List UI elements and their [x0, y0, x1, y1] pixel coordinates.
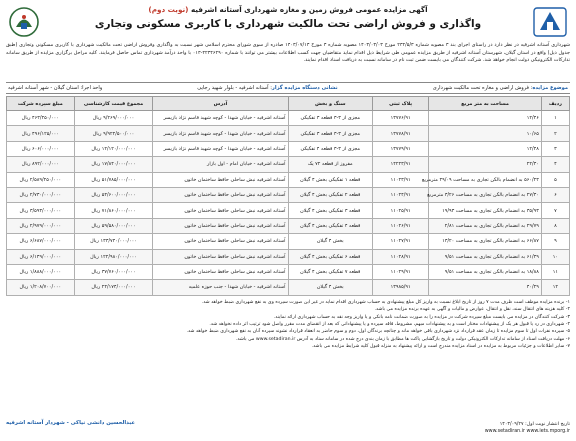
- subject-block: موضوع مزایده: فروش اراضی و مغازه تحت مالکیت شهرداری: [432, 85, 568, 91]
- signature-block: [6, 419, 135, 427]
- table-row: [7, 249, 570, 264]
- cell-area: ۱۰/۶۵: [429, 126, 542, 141]
- cell-row-number: ۱۲: [541, 280, 569, 295]
- cell-appraisal: ۱۳۳/۷۴۰/۰۰۰/۰۰۰ ریال: [74, 234, 153, 249]
- cell-area: ۲۷/۳۰ به انضمام بالکن تجاری به مساحت ۳/۲۶ مترمربع: [429, 187, 542, 202]
- cell-section: قطعه ۱ تفکیکی بخش ۴ گیلان: [288, 172, 372, 187]
- col-header-plate: پلاک ثبتی: [372, 97, 428, 111]
- cell-area: ۶۶/۸۷ به انضمام بالکن تجاری به مساحت ۱۳/۲۰: [429, 234, 542, 249]
- cell-address: آستانه اشرفیه نبش ساحلی حافظ ساختمان خاتون: [153, 249, 288, 264]
- table-row: [7, 280, 570, 295]
- cell-deposit: ۱/۲۰۸/۷۰۰/۰۰۰ ریال: [7, 280, 75, 295]
- cell-area: ۱۲/۴۸: [429, 141, 542, 156]
- note-item: ۴- شهرداری در رد یا قبول هر یک از پیشنهادات مختار است و به پیشنهادات مبهم، مشروط، فاقد سپرده و یا پیشنهاداتی که بعد از انقضای مدت مقرر واصل شود ترتیب اثر داده نخواهد شد.: [209, 321, 570, 327]
- cell-section: بخش ۴ گیلان: [288, 234, 372, 249]
- note-item: ۱- برنده مزایده موظف است ظرف مدت ۷ روز از تاریخ ابلاغ نسبت به واریز کل مبلغ پیشنهادی به حساب شهرداری اقدام نماید در غیر این صورت سپرده وی به نفع شهرداری ضبط خواهد شد.: [201, 299, 570, 305]
- cell-row-number: ۴: [541, 157, 569, 172]
- cell-appraisal: ۵۴/۶۰۰/۰۰۰/۰۰۰ ریال: [74, 187, 153, 202]
- notice-round-tag: (نوبت دوم): [148, 5, 189, 14]
- table-row: [7, 141, 570, 156]
- cell-area: ۱۸/۸۸ به انضمام بالکن تجاری به مساحت ۹/۵۱: [429, 264, 542, 279]
- cell-deposit: ۱/۸۸۸/۰۰۰/۰۰۰ ریال: [7, 264, 75, 279]
- cell-address: آستانه اشرفیه نبش ساحلی حافظ ساختمان خاتون: [153, 234, 288, 249]
- col-header-deposit: مبلغ سپرده شرکت: [7, 97, 75, 111]
- cell-appraisal: ۳۷/۷۶۰/۰۰۰/۰۰۰ ریال: [74, 264, 153, 279]
- cell-row-number: ۳: [541, 141, 569, 156]
- info-bar: [6, 82, 570, 94]
- col-header-section: سنگ و بخش: [288, 97, 372, 111]
- col-header-address: آدرس: [153, 97, 288, 111]
- signer-name: عبدالحسین دانشی نیاکی - شهردار آستانه اشرفیه: [6, 420, 136, 426]
- location-block: نشانی دستگاه مزایده گزار: آستانه اشرفیه - بلوار شهید رجایی: [197, 85, 338, 91]
- table-row: [7, 157, 570, 172]
- cell-plate: ۱۳۷۷۶/۹۱: [372, 111, 428, 126]
- cell-deposit: ۳/۵۹۳/۰۰۰/۰۰۰ ریال: [7, 203, 75, 218]
- note-item: ۲- کلیه هزینه های انتقال سند، نقل و انتقال، عوارض و مالیات و آگهی به عهده برنده مزایده می باشد.: [374, 307, 570, 313]
- cell-section: مفروز از قطعه ۷۲ یک: [288, 157, 372, 172]
- cell-appraisal: ۹/۲۶۹/۰۰۰/۰۰۰ ریال: [74, 111, 153, 126]
- cell-section: قطعه ۳ تفکیکی بخش ۴ گیلان: [288, 203, 372, 218]
- cell-section: قطعه ۲ تفکیکی بخش ۴ گیلان: [288, 187, 372, 202]
- table-row: [7, 111, 570, 126]
- note-item: ۵- سپرده نفرات اول تا سوم مزایده تا زمان عقد قرارداد نزد شهرداری باقی خواهد ماند و چنانچه برندگان اول، دوم و سوم حاضر به انعقاد قرارداد نشوند سپرده آنان به نفع شهرداری ضبط خواهد شد.: [186, 329, 570, 335]
- cell-plate: ۱۳۷۷۸/۹۱: [372, 126, 428, 141]
- cell-plate: ۱۴۲۲۳/۹۱: [372, 157, 428, 172]
- cell-plate: ۱۳۷۷۹/۹۱: [372, 141, 428, 156]
- cell-deposit: ۸۹۲/۰۰۰/۰۰۰ ریال: [7, 157, 75, 172]
- table-row: [7, 187, 570, 202]
- table-header-row: [7, 97, 570, 111]
- contact-block: [485, 421, 570, 435]
- table-row: [7, 234, 570, 249]
- cell-area: ۱۲/۴۶: [429, 111, 542, 126]
- cell-appraisal: ۵۹/۵۸۰/۰۰۰/۰۰۰ ریال: [74, 218, 153, 233]
- cell-deposit: ۲/۵۸۹/۲۵۰/۰۰۰ ریال: [7, 172, 75, 187]
- subject-label: موضوع مزایده: [532, 85, 568, 91]
- cell-plate: ۱۱۰۲۴/۹۱: [372, 187, 428, 202]
- cell-address: آستانه اشرفیه نبش ساحلی حافظ ساختمان خاتون: [153, 218, 288, 233]
- location-label: نشانی دستگاه مزایده گزار: [271, 85, 338, 91]
- cell-row-number: ۲: [541, 126, 569, 141]
- cell-deposit: ۲/۹۷۹/۰۰۰/۰۰۰ ریال: [7, 218, 75, 233]
- property-table: [6, 96, 570, 296]
- publish-date: تاریخ انتشار نوبت اول: ۱۴۰۳/۰۹/۲۷: [499, 422, 570, 427]
- subject-value: فروش اراضی و مغازه تحت مالکیت شهرداری: [432, 85, 529, 91]
- cell-row-number: ۸: [541, 218, 569, 233]
- cell-deposit: ۶/۱۴۹/۰۰۰/۰۰۰ ریال: [7, 249, 75, 264]
- cell-row-number: ۱۰: [541, 249, 569, 264]
- municipality-emblem-icon: [8, 6, 40, 38]
- note-item: ۳- شرکت کنندگان در مزایده می بایست مبلغ سپرده شرکت در مزایده را به صورت ضمانت نامه بانکی و یا واریز وجه نقد به حساب شهرداری ارائه نمایند.: [273, 314, 570, 320]
- table-row: [7, 264, 570, 279]
- cell-address: آستانه اشرفیه نبش ساحلی حافظ ساختمان خاتون: [153, 172, 288, 187]
- cell-section: قطعه ۶ تفکیکی بخش ۴ گیلان: [288, 249, 372, 264]
- cell-row-number: ۷: [541, 203, 569, 218]
- cell-address: آستانه اشرفیه نبش ساحلی حافظ ساختمان خاتون: [153, 203, 288, 218]
- cell-address: آستانه اشرفیه - خیابان شهدا - کوچه شهید قاسم نژاد بازیسر: [153, 111, 288, 126]
- cell-address: آستانه اشرفیه نبش ساحلی حافظ ساختمان خاتون: [153, 264, 288, 279]
- cell-address: آستانه اشرفیه - خیابان شهدا - کوچه شهید قاسم نژاد بازیسر: [153, 141, 288, 156]
- cell-deposit: ۶۰۶/۰۰۰/۰۰۰ ریال: [7, 141, 75, 156]
- org-label: واحد اجرا: استان گیلان - شهر آستانه اشرفیه: [8, 85, 103, 91]
- cell-appraisal: ۵۱/۷۸۵/۰۰۰/۰۰۰ ریال: [74, 172, 153, 187]
- col-header-area: مساحت به متر مربع: [429, 97, 542, 111]
- notice-title: آگهی مزایده عمومی فروش زمین و مغازه شهرداری آستانه اشرفیه: [190, 5, 428, 14]
- cell-row-number: ۱۱: [541, 264, 569, 279]
- cell-appraisal: ۱۲۲/۹۸۰/۰۰۰/۰۰۰ ریال: [74, 249, 153, 264]
- cell-deposit: ۴۹۶/۱۲۵/۰۰۰ ریال: [7, 126, 75, 141]
- cell-address: آستانه اشرفیه - خیابان شهدا - کوچه شهید قاسم نژاد بازیسر: [153, 126, 288, 141]
- cell-plate: ۱۱۰۲۳/۹۱: [372, 172, 428, 187]
- col-header-row-number: ردیف: [541, 97, 569, 111]
- table-row: [7, 126, 570, 141]
- cell-area: ۵۶۰/۲۳ به انضمام بالکن تجاری به مساحت ۴۹/۰۹ مترمربع: [429, 172, 542, 187]
- cell-appraisal: ۹/۹۲۲/۵۰۰/۰۰۰ ریال: [74, 126, 153, 141]
- cell-plate: ۱۱۰۲۶/۹۱: [372, 218, 428, 233]
- website-links: www.setadiran.ir www.iets.mporg.ir: [484, 429, 570, 434]
- notice-footer: [6, 419, 570, 437]
- cell-section: مجزی از ۳-۳ قطعه ۳ تفکیکی: [288, 126, 372, 141]
- cell-section: قطعه ۷ تفکیکی بخش ۴ گیلان: [288, 264, 372, 279]
- cell-address: آستانه اشرفیه - خیابان شهدا - جنب حوزه علمیه: [153, 280, 288, 295]
- table-body: [7, 111, 570, 296]
- cell-section: مجزی از ۳-۳ قطعه ۳ تفکیکی: [288, 111, 372, 126]
- cell-plate: ۱۱۰۲۹/۹۱: [372, 264, 428, 279]
- cell-plate: ۱۳۹۸۵/۹۱: [372, 280, 428, 295]
- cell-deposit: ۲/۷۳۰/۰۰۰/۰۰۰ ریال: [7, 187, 75, 202]
- note-item: ۷- سایر اطلاعات و جزئیات مربوط به مزایده در اسناد مزایده مندرج است و ارائه پیشنهاد به منزله قبول کلیه شرایط مزایده می باشد.: [311, 344, 570, 350]
- cell-deposit: ۶/۶۸۷/۰۰۰/۰۰۰ ریال: [7, 234, 75, 249]
- notice-title-line: [66, 5, 510, 14]
- cell-address: آستانه اشرفیه نبش ساحلی حافظ ساختمان خاتون: [153, 187, 288, 202]
- location-value: آستانه اشرفیه - بلوار شهید رجایی: [197, 85, 269, 91]
- intro-paragraph: شهرداری آستانه اشرفیه در نظر دارد در راستای اجرای بند ۳ مصوبه شماره ۲۳۲/۵/۳ مورخ ۱۴۰۳/۰۳/۰۳ مصوبه شماره ۳ مورخ ۱۴۰۳/۰۷/۱۳ صادره از سوی شورای محترم اسلامی شهر نسبت به واگذاری وفروش اراضی تحت مالکیت شهرداری با کاربری مسکونی وتجاری (طبق جدول ذیل) واقع در استان گیلان، شهرستان آستانه اشرفیه از طریق مزایده عمومی طی شرایط ذیل اقدام نماید متقاضیان جهت کسب اطلاعات بیشتر می توانند با شماره ۴۲۳۴۶۲۹۰-۰۱۳ با واحد درآمد شهرداری تماس حاصل فرمایند. کلیه مراحل برگزاری مزایده از طریق سامانه تدارکات الکترونیکی دولت انجام خواهد شد. شرکت کنندگان می بایست ضمن ثبت نام در سامانه نسبت به دریافت اسناد اقدام نمایند.: [6, 42, 571, 64]
- cell-appraisal: ۱۷/۸۴۰/۰۰۰/۰۰۰ ریال: [74, 157, 153, 172]
- cell-plate: ۱۱۰۲۷/۹۱: [372, 234, 428, 249]
- cell-area: ۳۵/۹۳ به انضمام بالکن تجاری به مساحت ۱۹/۹۳: [429, 203, 542, 218]
- cell-area: ۲۹/۷۹ به انضمام بالکن تجاری به مساحت ۲/۸۱: [429, 218, 542, 233]
- terms-notes: [6, 299, 570, 399]
- table-row: [7, 172, 570, 187]
- cell-section: بخش ۴ گیلان: [288, 280, 372, 295]
- cell-appraisal: ۲۴/۱۷۴/۰۰۰/۰۰۰ ریال: [74, 280, 153, 295]
- setad-logo-icon: [532, 6, 568, 38]
- cell-area: ۶۱/۴۹ به انضمام بالکن تجاری به مساحت ۹/۵۱: [429, 249, 542, 264]
- cell-row-number: ۱: [541, 111, 569, 126]
- cell-appraisal: ۷۱/۸۶۰/۰۰۰/۰۰۰ ریال: [74, 203, 153, 218]
- notice-header: [6, 4, 570, 40]
- cell-plate: ۱۱۰۲۸/۹۱: [372, 249, 428, 264]
- table-row: [7, 218, 570, 233]
- cell-area: ۴۰/۲۹: [429, 280, 542, 295]
- note-item: ۶- مهلت دریافت اسناد از سامانه تدارکات الکترونیکی دولت و تاریخ بازگشایی پاکت ها مطابق با زمان بندی درج شده در سامانه ستاد به آدرس www.setadiran.ir می باشد.: [235, 336, 570, 342]
- table-row: [7, 203, 570, 218]
- cell-address: آستانه اشرفیه - خیابان امام - اول بازار: [153, 157, 288, 172]
- cell-section: مجزی از ۳-۳ قطعه ۴ تفکیکی: [288, 141, 372, 156]
- col-header-appraisal: مجموع قیمت کارشناسی: [74, 97, 153, 111]
- cell-area: ۲۲/۳۰: [429, 157, 542, 172]
- cell-appraisal: ۱۲/۱۲۰/۰۰۰/۰۰۰ ریال: [74, 141, 153, 156]
- cell-section: قطعه ۴ تفکیکی بخش ۴ گیلان: [288, 218, 372, 233]
- cell-row-number: ۶: [541, 187, 569, 202]
- cell-deposit: ۴۶۳/۴۵۰/۰۰۰ ریال: [7, 111, 75, 126]
- main-title: واگذاری و فروش اراضی تحت مالکیت شهرداری با کاربری مسکونی وتجاری: [94, 18, 482, 30]
- cell-row-number: ۵: [541, 172, 569, 187]
- cell-plate: ۱۱۰۲۵/۹۱: [372, 203, 428, 218]
- cell-row-number: ۹: [541, 234, 569, 249]
